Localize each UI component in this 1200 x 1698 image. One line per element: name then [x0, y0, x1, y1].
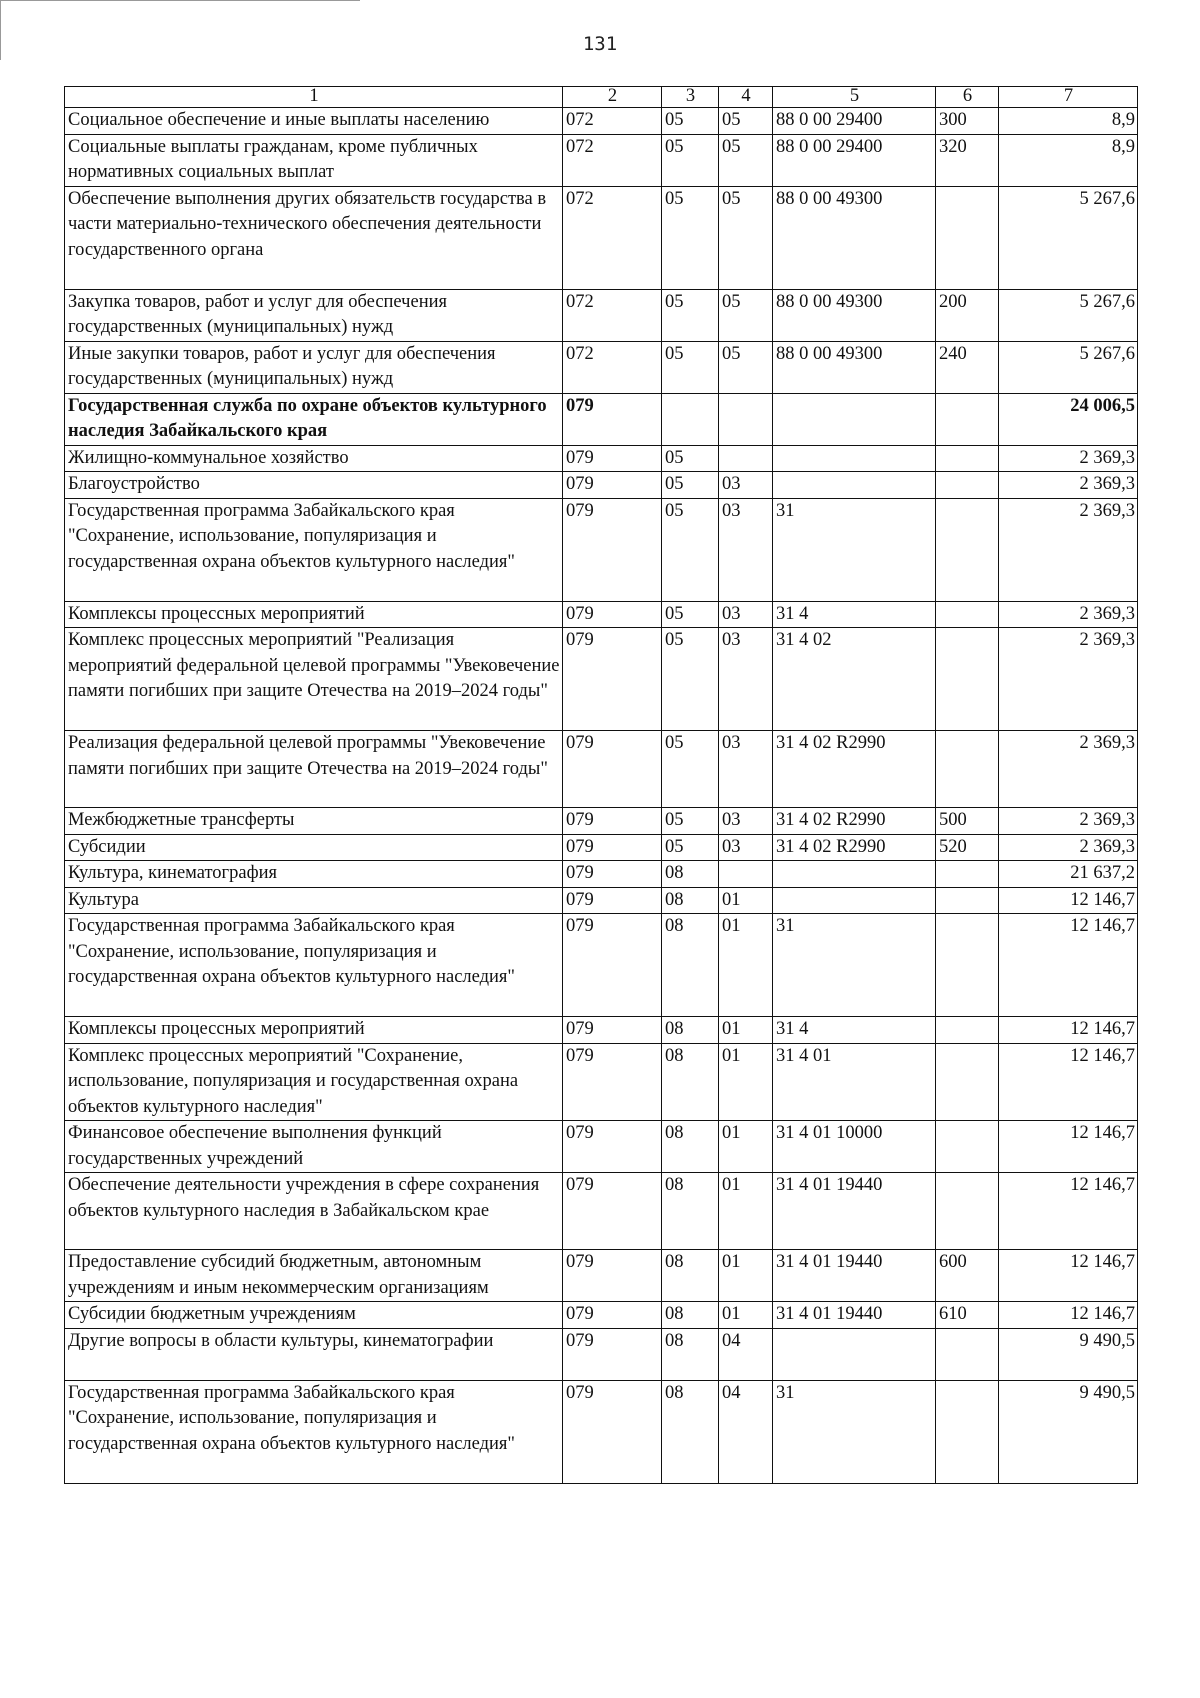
amount-cell: 9 490,5 [999, 1328, 1138, 1380]
row-name-cell: Субсидии бюджетным учреждениям [65, 1302, 563, 1329]
amount-cell: 2 369,3 [999, 731, 1138, 808]
section-code-cell: 05 [662, 834, 719, 861]
amount-cell: 2 369,3 [999, 601, 1138, 628]
section-code-cell: 08 [662, 1017, 719, 1044]
table-row [65, 1250, 1138, 1302]
amount-cell: 12 146,7 [999, 887, 1138, 914]
expense-type-cell [936, 1173, 999, 1250]
amount-cell: 8,9 [999, 108, 1138, 135]
expense-type-cell [936, 628, 999, 731]
subsection-code-cell: 05 [719, 341, 773, 393]
header-col-4: 4 [719, 87, 773, 108]
row-name-cell: Государственная программа Забайкальского края "Сохранение, использование, популяризация и государственная охрана объектов культурного наследия" [65, 1380, 563, 1483]
row-name-cell: Государственная служба по охране объектов культурного наследия Забайкальского края [65, 393, 563, 445]
target-code-cell: 31 4 01 19440 [773, 1173, 936, 1250]
admin-code-cell: 072 [563, 186, 662, 289]
row-name-cell: Предоставление субсидий бюджетным, автономным учреждениям и иным некоммерческим организациям [65, 1250, 563, 1302]
row-name-cell: Комплекс процессных мероприятий "Реализация мероприятий федеральной целевой программы "Увековечение памяти погибших при защите Отечества на 2019–2024 годы" [65, 628, 563, 731]
row-name-cell: Финансовое обеспечение выполнения функций государственных учреждений [65, 1121, 563, 1173]
section-code-cell: 05 [662, 108, 719, 135]
expense-type-cell [936, 914, 999, 1017]
subsection-code-cell [719, 445, 773, 472]
expense-type-cell [936, 887, 999, 914]
subsection-code-cell: 05 [719, 134, 773, 186]
target-code-cell [773, 445, 936, 472]
expense-type-cell [936, 1380, 999, 1483]
amount-cell: 12 146,7 [999, 1017, 1138, 1044]
admin-code-cell: 079 [563, 628, 662, 731]
table-row [65, 834, 1138, 861]
page-number: 131 [582, 33, 618, 55]
section-code-cell: 08 [662, 1173, 719, 1250]
table-row [65, 601, 1138, 628]
target-code-cell: 31 4 01 19440 [773, 1302, 936, 1329]
section-code-cell: 05 [662, 472, 719, 499]
section-code-cell: 05 [662, 498, 719, 601]
admin-code-cell: 079 [563, 1302, 662, 1329]
header-col-7: 7 [999, 87, 1138, 108]
subsection-code-cell: 03 [719, 601, 773, 628]
admin-code-cell: 079 [563, 808, 662, 835]
admin-code-cell: 079 [563, 1328, 662, 1380]
table-row [65, 1173, 1138, 1250]
admin-code-cell: 072 [563, 108, 662, 135]
target-code-cell: 31 4 02 [773, 628, 936, 731]
table-row [65, 1380, 1138, 1483]
row-name-cell: Государственная программа Забайкальского края "Сохранение, использование, популяризация и государственная охрана объектов культурного наследия" [65, 498, 563, 601]
expense-type-cell [936, 186, 999, 289]
section-code-cell: 08 [662, 1302, 719, 1329]
table-body [65, 87, 1138, 1484]
row-name-cell: Культура [65, 887, 563, 914]
section-code-cell: 08 [662, 887, 719, 914]
subsection-code-cell: 01 [719, 1043, 773, 1121]
target-code-cell [773, 393, 936, 445]
subsection-code-cell: 03 [719, 834, 773, 861]
admin-code-cell: 079 [563, 472, 662, 499]
section-code-cell [662, 393, 719, 445]
row-name-cell: Жилищно-коммунальное хозяйство [65, 445, 563, 472]
admin-code-cell: 072 [563, 289, 662, 341]
row-name-cell: Государственная программа Забайкальского края "Сохранение, использование, популяризация и государственная охрана объектов культурного наследия" [65, 914, 563, 1017]
amount-cell: 9 490,5 [999, 1380, 1138, 1483]
target-code-cell [773, 472, 936, 499]
expense-type-cell [936, 472, 999, 499]
target-code-cell: 31 4 [773, 1017, 936, 1044]
subsection-code-cell: 01 [719, 914, 773, 1017]
table-row [65, 887, 1138, 914]
header-col-3: 3 [662, 87, 719, 108]
admin-code-cell: 079 [563, 1043, 662, 1121]
section-code-cell: 08 [662, 1250, 719, 1302]
table-row [65, 1302, 1138, 1329]
row-name-cell: Закупка товаров, работ и услуг для обеспечения государственных (муниципальных) нужд [65, 289, 563, 341]
amount-cell: 12 146,7 [999, 1250, 1138, 1302]
admin-code-cell: 079 [563, 914, 662, 1017]
target-code-cell: 31 4 01 10000 [773, 1121, 936, 1173]
section-code-cell: 05 [662, 341, 719, 393]
target-code-cell: 31 [773, 1380, 936, 1483]
table-row [65, 1121, 1138, 1173]
section-code-cell: 08 [662, 1043, 719, 1121]
amount-cell: 5 267,6 [999, 341, 1138, 393]
table-row [65, 628, 1138, 731]
amount-cell: 5 267,6 [999, 186, 1138, 289]
section-code-cell: 08 [662, 1380, 719, 1483]
expense-type-cell [936, 445, 999, 472]
admin-code-cell: 079 [563, 445, 662, 472]
subsection-code-cell: 03 [719, 731, 773, 808]
amount-cell: 21 637,2 [999, 861, 1138, 888]
amount-cell: 2 369,3 [999, 808, 1138, 835]
subsection-code-cell: 03 [719, 628, 773, 731]
row-name-cell: Культура, кинематография [65, 861, 563, 888]
subsection-code-cell: 01 [719, 1250, 773, 1302]
subsection-code-cell: 04 [719, 1380, 773, 1483]
admin-code-cell: 079 [563, 1250, 662, 1302]
admin-code-cell: 079 [563, 1121, 662, 1173]
amount-cell: 2 369,3 [999, 628, 1138, 731]
target-code-cell: 31 [773, 498, 936, 601]
admin-code-cell: 072 [563, 134, 662, 186]
admin-code-cell: 079 [563, 861, 662, 888]
section-code-cell: 05 [662, 808, 719, 835]
scan-edge-top [0, 0, 360, 1]
table-row [65, 289, 1138, 341]
row-name-cell: Обеспечение выполнения других обязательств государства в части материально-технического обеспечения деятельности государственного органа [65, 186, 563, 289]
admin-code-cell: 079 [563, 498, 662, 601]
header-col-5: 5 [773, 87, 936, 108]
row-name-cell: Благоустройство [65, 472, 563, 499]
expense-type-cell: 320 [936, 134, 999, 186]
amount-cell: 12 146,7 [999, 1121, 1138, 1173]
target-code-cell: 31 4 01 19440 [773, 1250, 936, 1302]
section-code-cell: 05 [662, 731, 719, 808]
row-name-cell: Комплексы процессных мероприятий [65, 1017, 563, 1044]
header-col-6: 6 [936, 87, 999, 108]
row-name-cell: Субсидии [65, 834, 563, 861]
subsection-code-cell [719, 861, 773, 888]
amount-cell: 2 369,3 [999, 445, 1138, 472]
target-code-cell: 31 4 02 R2990 [773, 731, 936, 808]
section-code-cell: 08 [662, 861, 719, 888]
admin-code-cell: 079 [563, 601, 662, 628]
table-row [65, 914, 1138, 1017]
admin-code-cell: 072 [563, 341, 662, 393]
table-row [65, 731, 1138, 808]
row-name-cell: Реализация федеральной целевой программы "Увековечение памяти погибших при защите Отечества на 2019–2024 годы" [65, 731, 563, 808]
section-code-cell: 05 [662, 186, 719, 289]
header-col-2: 2 [563, 87, 662, 108]
subsection-code-cell: 05 [719, 108, 773, 135]
table-row [65, 861, 1138, 888]
target-code-cell: 88 0 00 49300 [773, 186, 936, 289]
amount-cell: 2 369,3 [999, 472, 1138, 499]
row-name-cell: Комплекс процессных мероприятий "Сохранение, использование, популяризация и государственная охрана объектов культурного наследия" [65, 1043, 563, 1121]
expense-type-cell: 300 [936, 108, 999, 135]
subsection-code-cell: 01 [719, 1017, 773, 1044]
subsection-code-cell: 01 [719, 1173, 773, 1250]
target-code-cell: 31 4 02 R2990 [773, 808, 936, 835]
target-code-cell [773, 861, 936, 888]
expense-type-cell [936, 1043, 999, 1121]
table-row [65, 134, 1138, 186]
admin-code-cell: 079 [563, 1173, 662, 1250]
target-code-cell [773, 1328, 936, 1380]
target-code-cell: 31 [773, 914, 936, 1017]
subsection-code-cell: 05 [719, 186, 773, 289]
admin-code-cell: 079 [563, 887, 662, 914]
table-row [65, 186, 1138, 289]
admin-code-cell: 079 [563, 731, 662, 808]
section-code-cell: 05 [662, 628, 719, 731]
target-code-cell: 88 0 00 49300 [773, 341, 936, 393]
table-row [65, 393, 1138, 445]
amount-cell: 12 146,7 [999, 1173, 1138, 1250]
table-row [65, 808, 1138, 835]
amount-cell: 12 146,7 [999, 1043, 1138, 1121]
expense-type-cell [936, 498, 999, 601]
header-col-1: 1 [65, 87, 563, 108]
row-name-cell: Иные закупки товаров, работ и услуг для обеспечения государственных (муниципальных) нужд [65, 341, 563, 393]
expense-type-cell: 200 [936, 289, 999, 341]
table-row [65, 341, 1138, 393]
table-row [65, 472, 1138, 499]
row-name-cell: Межбюджетные трансферты [65, 808, 563, 835]
subsection-code-cell: 03 [719, 472, 773, 499]
expense-type-cell: 520 [936, 834, 999, 861]
admin-code-cell: 079 [563, 1380, 662, 1483]
row-name-cell: Обеспечение деятельности учреждения в сфере сохранения объектов культурного наследия в Забайкальском крае [65, 1173, 563, 1250]
target-code-cell: 88 0 00 29400 [773, 108, 936, 135]
subsection-code-cell: 01 [719, 1121, 773, 1173]
target-code-cell: 31 4 01 [773, 1043, 936, 1121]
amount-cell: 24 006,5 [999, 393, 1138, 445]
row-name-cell: Другие вопросы в области культуры, кинематографии [65, 1328, 563, 1380]
section-code-cell: 08 [662, 914, 719, 1017]
admin-code-cell: 079 [563, 834, 662, 861]
amount-cell: 12 146,7 [999, 1302, 1138, 1329]
target-code-cell [773, 887, 936, 914]
expense-type-cell [936, 1017, 999, 1044]
expense-type-cell [936, 731, 999, 808]
table-row [65, 1017, 1138, 1044]
table-row [65, 1328, 1138, 1380]
admin-code-cell: 079 [563, 1017, 662, 1044]
subsection-code-cell: 04 [719, 1328, 773, 1380]
amount-cell: 8,9 [999, 134, 1138, 186]
subsection-code-cell: 01 [719, 1302, 773, 1329]
section-code-cell: 08 [662, 1121, 719, 1173]
table-row [65, 1043, 1138, 1121]
subsection-code-cell: 03 [719, 498, 773, 601]
subsection-code-cell: 03 [719, 808, 773, 835]
admin-code-cell: 079 [563, 393, 662, 445]
table-row [65, 498, 1138, 601]
subsection-code-cell [719, 393, 773, 445]
table-row [65, 445, 1138, 472]
expense-type-cell [936, 861, 999, 888]
budget-table [64, 86, 1138, 1484]
target-code-cell: 31 4 02 R2990 [773, 834, 936, 861]
section-code-cell: 08 [662, 1328, 719, 1380]
row-name-cell: Социальное обеспечение и иные выплаты населению [65, 108, 563, 135]
section-code-cell: 05 [662, 289, 719, 341]
subsection-code-cell: 01 [719, 887, 773, 914]
expense-type-cell: 240 [936, 341, 999, 393]
row-name-cell: Социальные выплаты гражданам, кроме публичных нормативных социальных выплат [65, 134, 563, 186]
section-code-cell: 05 [662, 134, 719, 186]
row-name-cell: Комплексы процессных мероприятий [65, 601, 563, 628]
expense-type-cell [936, 393, 999, 445]
section-code-cell: 05 [662, 601, 719, 628]
expense-type-cell: 600 [936, 1250, 999, 1302]
expense-type-cell [936, 1328, 999, 1380]
subsection-code-cell: 05 [719, 289, 773, 341]
expense-type-cell [936, 601, 999, 628]
table-row [65, 108, 1138, 135]
table-header-row [65, 87, 1138, 108]
target-code-cell: 31 4 [773, 601, 936, 628]
target-code-cell: 88 0 00 29400 [773, 134, 936, 186]
section-code-cell: 05 [662, 445, 719, 472]
expense-type-cell: 610 [936, 1302, 999, 1329]
expense-type-cell: 500 [936, 808, 999, 835]
amount-cell: 2 369,3 [999, 834, 1138, 861]
amount-cell: 5 267,6 [999, 289, 1138, 341]
amount-cell: 2 369,3 [999, 498, 1138, 601]
target-code-cell: 88 0 00 49300 [773, 289, 936, 341]
expense-type-cell [936, 1121, 999, 1173]
amount-cell: 12 146,7 [999, 914, 1138, 1017]
